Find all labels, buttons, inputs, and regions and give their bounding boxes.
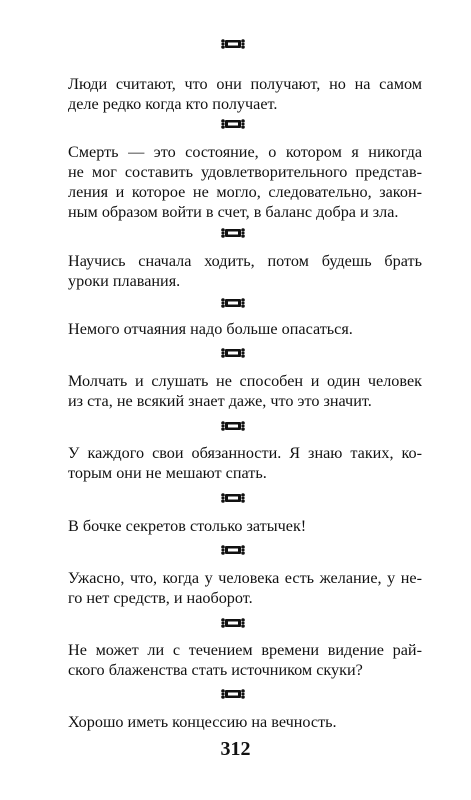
- fleuron-ornament-icon: [220, 118, 246, 130]
- fleuron-ornament-icon: [220, 227, 246, 239]
- fleuron-ornament-icon: [220, 492, 246, 504]
- text-line: Не может ли с течением времени видение рай-: [68, 641, 422, 659]
- text-line: У каждого свои обязанности. Я знаю таких, ко-: [68, 444, 422, 462]
- aphorism-paragraph: [68, 568, 422, 608]
- text-line: не мог составить удовлетворительного представ-: [68, 163, 422, 181]
- aphorism-paragraph: [68, 640, 422, 680]
- text-line: Люди считают, что они получают, но на самом: [68, 75, 422, 93]
- aphorism-paragraph: [68, 443, 422, 483]
- text-line: Научись сначала ходить, потом будешь брать: [68, 252, 422, 270]
- text-line: Ужасно, что, когда у человека есть желание, у не-: [68, 569, 422, 587]
- aphorism-paragraph: [68, 251, 422, 291]
- fleuron-ornament-icon: [220, 38, 246, 50]
- aphorism-paragraph: [68, 74, 422, 114]
- text-line: уроки плавания.: [68, 272, 181, 290]
- text-line: из ста, не всякий знает даже, что это значит.: [68, 392, 372, 410]
- aphorism-paragraph: [68, 712, 422, 732]
- text-line: Молчать и слушать не способен и один человек: [68, 372, 422, 390]
- text-line: ления и которое не могло, следовательно, закон-: [68, 183, 422, 201]
- text-line: деле редко когда кто получает.: [68, 95, 278, 113]
- page-number: 312: [220, 738, 251, 760]
- aphorism-paragraph: [68, 319, 422, 339]
- aphorism-paragraph: [68, 371, 422, 411]
- text-line: Хорошо иметь концессию на вечность.: [68, 713, 337, 731]
- text-line: торым они не мешают спать.: [68, 464, 267, 482]
- text-line: Смерть — это состояние, о котором я никогда: [68, 143, 422, 161]
- fleuron-ornament-icon: [220, 297, 246, 309]
- text-line: В бочке секретов столько затычек!: [68, 517, 307, 535]
- text-line: ского блаженства стать источником скуки?: [68, 661, 363, 679]
- text-line: го нет средств, и наоборот.: [68, 589, 253, 607]
- fleuron-ornament-icon: [220, 688, 246, 700]
- aphorism-paragraph: [68, 516, 422, 536]
- aphorism-paragraph: [68, 142, 422, 222]
- fleuron-ornament-icon: [220, 420, 246, 432]
- fleuron-ornament-icon: [220, 544, 246, 556]
- fleuron-ornament-icon: [220, 347, 246, 359]
- text-line: ным образом войти в счет, в баланс добра и зла.: [68, 203, 399, 221]
- text-line: Немого отчаяния надо больше опасаться.: [68, 320, 353, 338]
- fleuron-ornament-icon: [220, 617, 246, 629]
